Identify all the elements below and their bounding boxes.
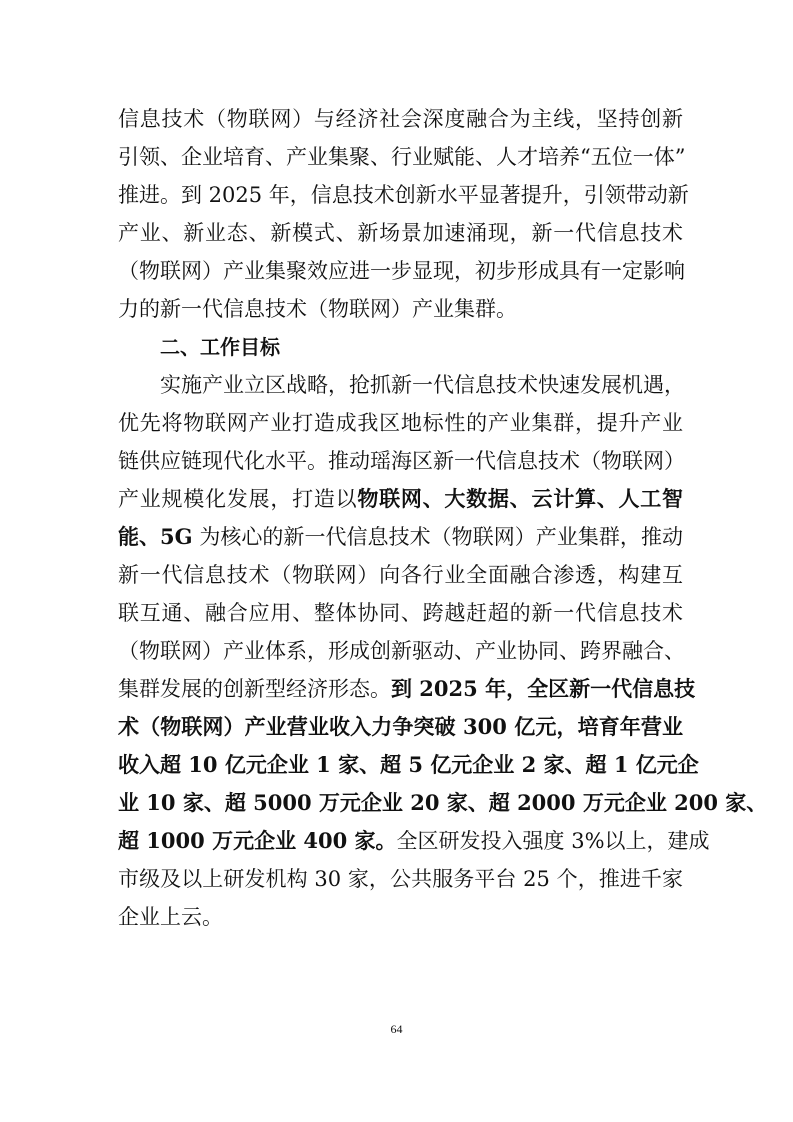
paragraph-line: 力的新一代信息技术（物联网）产业集群。 — [118, 297, 517, 321]
paragraph-line: 推进。到 2025 年，信息技术创新水平显著提升，引领带动新 — [118, 183, 689, 207]
paragraph-line — [118, 822, 710, 860]
paragraph-line: 引领、企业培育、产业集聚、行业赋能、人才培养“五位一体” — [118, 145, 686, 169]
bold-text-run: 超 1000 万元企业 400 家。 — [118, 828, 397, 853]
bold-paragraph-line: 收入超 10 亿元企业 1 家、超 5 亿元企业 2 家、超 1 亿元企 — [118, 752, 699, 777]
bold-paragraph-line: 业 10 家、超 5000 万元企业 20 家、超 2000 万元企业 200 家、 — [118, 790, 768, 815]
text-run: 集群发展的创新型经济形态。 — [118, 677, 391, 701]
body-text — [118, 100, 768, 936]
paragraph-line: （物联网）产业体系，形成创新驱动、产业协同、跨界融合、 — [118, 639, 685, 663]
bold-paragraph-line: 术（物联网）产业营业收入力争突破 300 亿元，培育年营业 — [118, 714, 683, 739]
page-number: 64 — [390, 1022, 403, 1036]
section-heading: 二、工作目标 — [160, 335, 280, 359]
paragraph-line: 联互通、融合应用、整体协同、跨越赶超的新一代信息技术 — [118, 601, 683, 625]
text-run: 为核心的新一代信息技术（物联网）产业集群，推动 — [192, 525, 683, 549]
paragraph-line: 链供应链现代化水平。推动瑶海区新一代信息技术（物联网） — [118, 449, 685, 473]
paragraph-line: 市级及以上研发机构 30 家，公共服务平台 25 个，推进千家 — [118, 867, 683, 891]
paragraph-line — [118, 518, 683, 556]
bold-text-run: 到 2025 年，全区新一代信息技 — [391, 676, 696, 701]
paragraph-line — [118, 670, 696, 708]
paragraph-line: 企业上云。 — [118, 905, 223, 929]
paragraph-line: （物联网）产业集聚效应进一步显现，初步形成具有一定影响 — [118, 259, 685, 283]
paragraph-line: 产业、新业态、新模式、新场景加速涌现，新一代信息技术 — [118, 221, 683, 245]
paragraph-line — [118, 480, 683, 518]
paragraph-line: 实施产业立区战略，抢抓新一代信息技术快速发展机遇， — [160, 373, 685, 397]
paragraph-line: 新一代信息技术（物联网）向各行业全面融合渗透，构建互 — [118, 563, 683, 587]
bold-text-run: 物联网、大数据、云计算、人工智 — [357, 486, 683, 511]
text-run: 产业规模化发展，打造以 — [118, 487, 358, 511]
text-run: 全区研发投入强度 3%以上，建成 — [396, 829, 710, 853]
bold-text-run: 能、5G — [118, 524, 193, 549]
paragraph-line: 优先将物联网产业打造成我区地标性的产业集群，提升产业 — [118, 411, 683, 435]
paragraph-line: 信息技术（物联网）与经济社会深度融合为主线，坚持创新 — [118, 107, 683, 131]
